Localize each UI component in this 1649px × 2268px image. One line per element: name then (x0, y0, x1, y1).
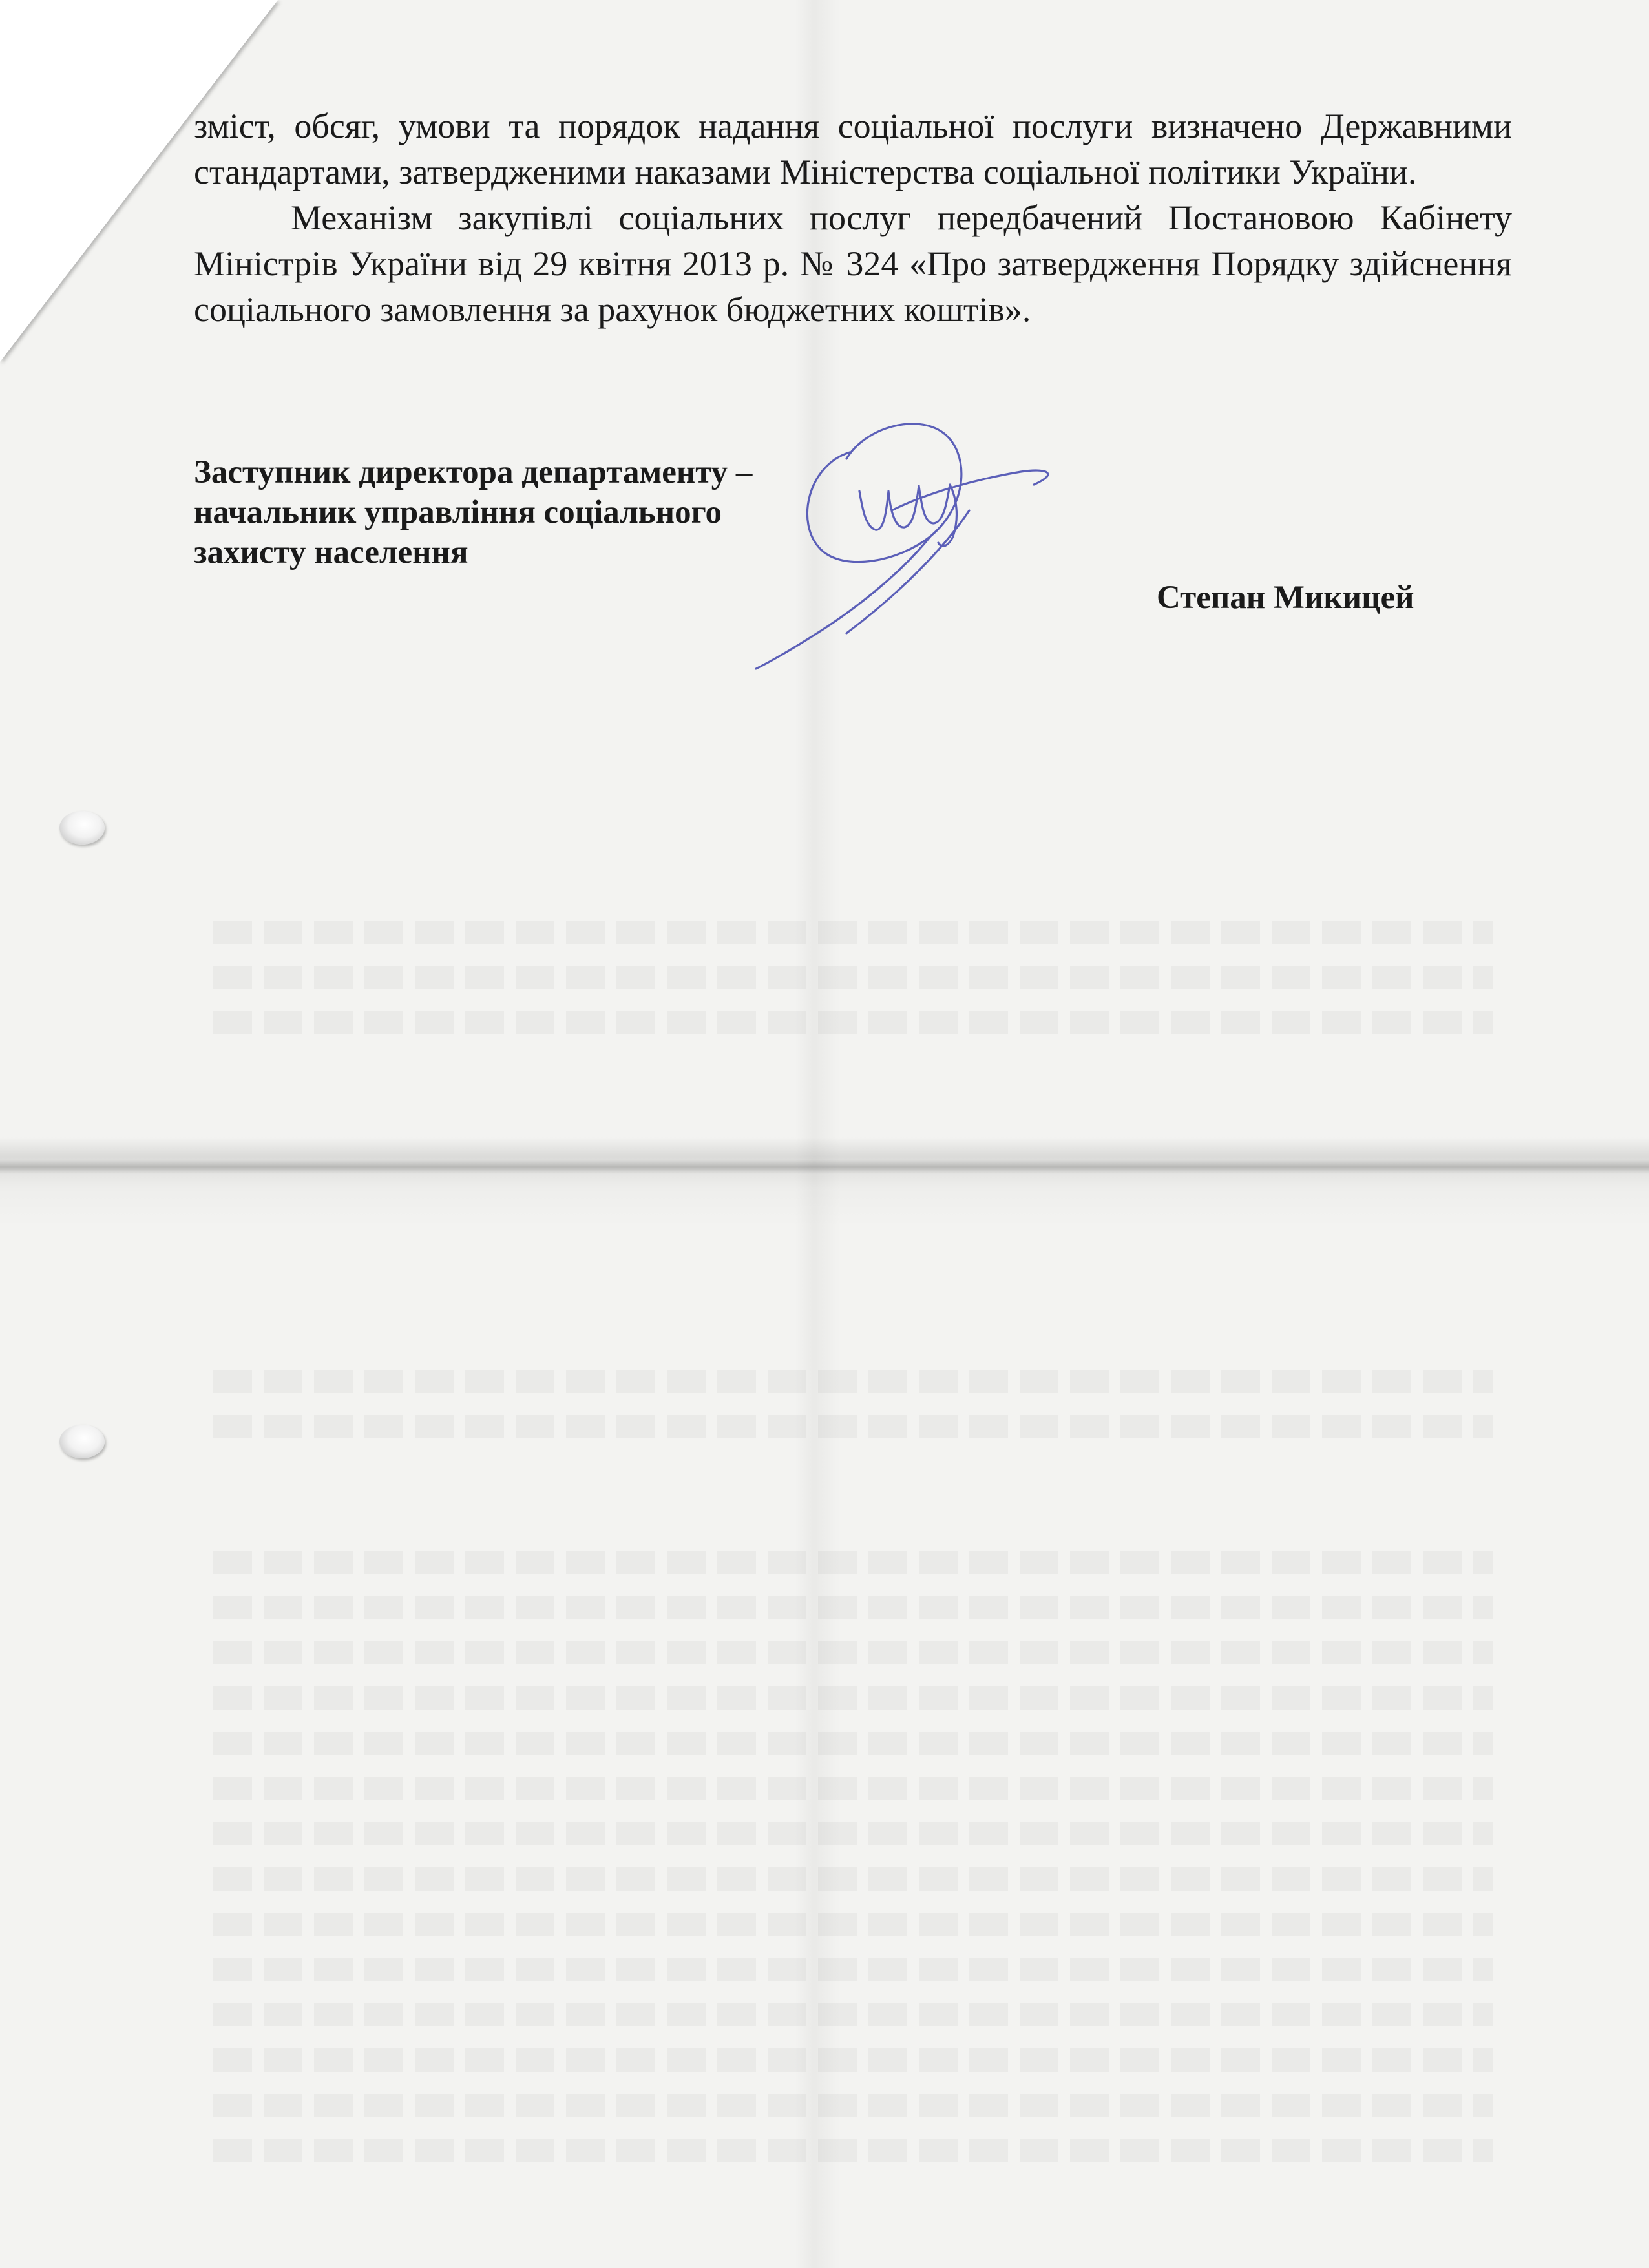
show-through-line (213, 1551, 1493, 1574)
show-through-line (213, 1822, 1493, 1845)
show-through-line (213, 966, 1493, 989)
signer-position (194, 452, 752, 572)
show-through-line (213, 2003, 1493, 2026)
show-through-line (213, 921, 1493, 944)
show-through-line (213, 1958, 1493, 1981)
show-through-line (213, 2048, 1493, 2072)
show-through-line (213, 1732, 1493, 1755)
show-through-line (213, 1370, 1493, 1393)
show-through-line (213, 1641, 1493, 1664)
signer-position-line: начальник управління соціального (194, 494, 722, 530)
show-through-line (213, 2094, 1493, 2117)
show-through-line (213, 1596, 1493, 1619)
show-through-line (213, 1686, 1493, 1710)
show-through-line (213, 1867, 1493, 1891)
paragraph-standards: зміст, обсяг, умови та порядок надання соціальної послуги визначено Державними стандартами, затвердженими наказами Міністерства соціальної політики України. (194, 107, 1512, 191)
signer-position-line: Заступник директора департаменту – (194, 454, 753, 490)
show-through-line (213, 2139, 1493, 2162)
signer-position-line: захисту населення (194, 534, 468, 571)
show-through-line (213, 1011, 1493, 1034)
punch-hole-top (59, 811, 105, 845)
paragraph-procurement: Механізм закупівлі соціальних послуг передбачений Постановою Кабінету Міністрів України від 29 квітня 2013 р. № 324 «Про затвердження Порядку здійснення соціального замовлення за рахунок бюджетних коштів». (194, 198, 1512, 329)
show-through-line (213, 1777, 1493, 1800)
signer-name: Степан Микицей (1157, 580, 1414, 616)
punch-hole-bottom (59, 1425, 105, 1458)
letter-body (194, 103, 1512, 333)
show-through-line (213, 1415, 1493, 1438)
show-through-line (213, 1913, 1493, 1936)
paper-fold-crease (0, 1160, 1649, 1174)
handwritten-signature (737, 414, 1150, 672)
